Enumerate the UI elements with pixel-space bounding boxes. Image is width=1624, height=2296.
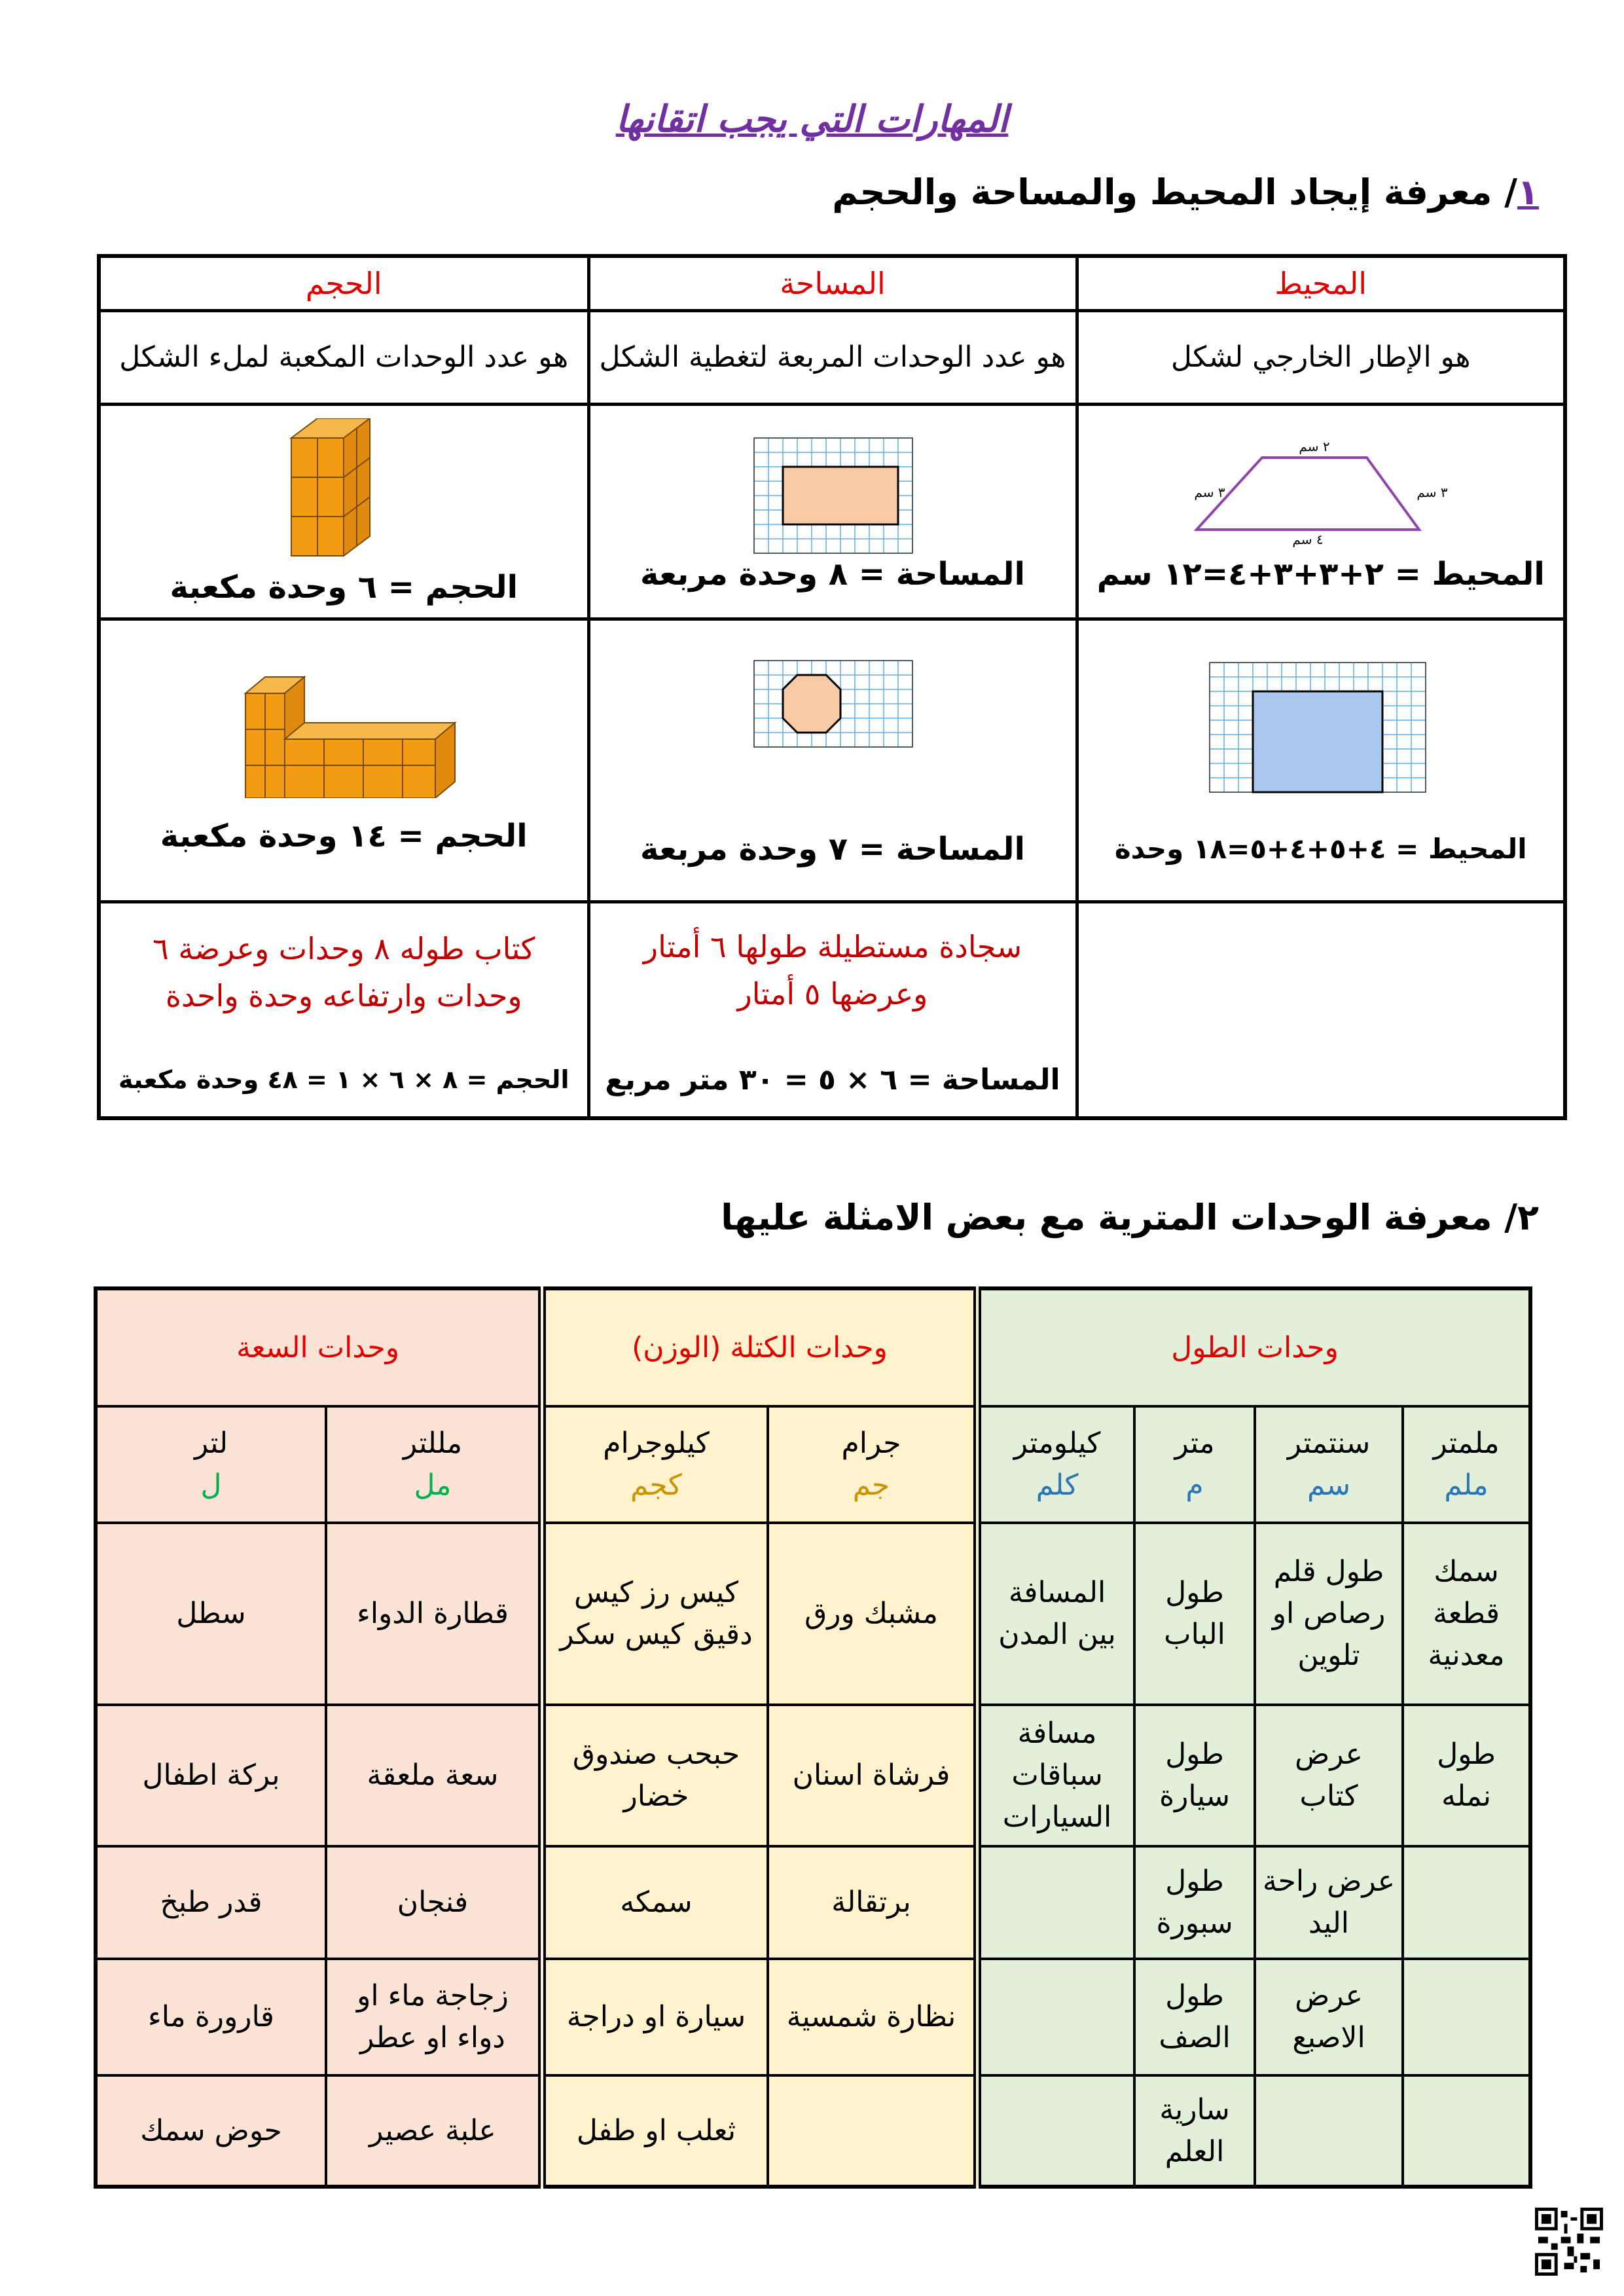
unit-name: كيلوجرام xyxy=(603,1427,710,1460)
unit-name: جرام xyxy=(841,1427,901,1460)
def-volume: هو عدد الوحدات المكعبة لملء الشكل xyxy=(99,311,588,405)
section-2-number: ٢ xyxy=(1517,1197,1539,1238)
area-word-answer: المساحة = ٦ × ٥ = ٣٠ متر مربع xyxy=(605,1063,1060,1097)
example-cell: عرض راحة اليد xyxy=(1255,1846,1403,1959)
volume-answer-2: الحجم = ١٤ وحدة مكعبة xyxy=(160,817,528,854)
perimeter-answer-2: المحيط = ٤+٥+٤+٥=١٨ وحدة xyxy=(1114,833,1527,865)
def-area: هو عدد الوحدات المربعة لتغطية الشكل xyxy=(588,311,1077,405)
example-cell: فرشاة اسنان xyxy=(768,1705,977,1846)
example-cell: برتقالة xyxy=(768,1846,977,1959)
cell-volume-tower xyxy=(99,405,588,619)
example-cell: كيس رز كيس دقيق كيس سكر xyxy=(542,1523,768,1705)
table-row xyxy=(96,1705,1530,1846)
trap-label-top: ٢ سم xyxy=(1299,438,1330,454)
group-mass: وحدات الكتلة (الوزن) xyxy=(542,1288,977,1406)
example-cell: المسافة بين المدن xyxy=(977,1523,1134,1705)
cell-volume-l-shape xyxy=(99,619,588,902)
volume-word-answer: الحجم = ٨ × ٦ × ١ = ٤٨ وحدة مكعبة xyxy=(118,1065,569,1095)
example-cell: سمكه xyxy=(542,1846,768,1959)
example-cell: ثعلب او طفل xyxy=(542,2075,768,2187)
cube-l-shape-figure xyxy=(219,667,468,798)
cube-tower-figure xyxy=(278,418,409,569)
example-cell: فنجان xyxy=(326,1846,542,1959)
header-perimeter: المحيط xyxy=(1077,256,1565,311)
example-cell: نظارة شمسية xyxy=(768,1959,977,2075)
example-cell: عرض كتاب xyxy=(1255,1705,1403,1846)
example-cell: حوض سمك xyxy=(96,2075,326,2187)
section-1-slash: / xyxy=(1492,172,1518,213)
unit-name: ملمتر xyxy=(1433,1427,1500,1460)
example-cell: طول سيارة xyxy=(1134,1705,1255,1846)
grid-perimeter-figure xyxy=(1203,656,1439,793)
unit-name: مللتر xyxy=(403,1427,463,1460)
trapezoid-figure xyxy=(1170,431,1471,556)
table-row xyxy=(96,1846,1530,1959)
example-cell xyxy=(977,1846,1134,1959)
cell-area-word-problem xyxy=(588,902,1077,1118)
example-cell: قارورة ماء xyxy=(96,1959,326,2075)
unit-meter xyxy=(1134,1406,1255,1523)
example-cell: حبحب صندوق خضار xyxy=(542,1705,768,1846)
example-cell: سطل xyxy=(96,1523,326,1705)
example-cell xyxy=(1403,1959,1530,2075)
cell-area-rectangle xyxy=(588,405,1077,619)
section-2-slash: / xyxy=(1492,1197,1518,1238)
unit-abbr: مل xyxy=(414,1468,452,1502)
cell-perimeter-empty xyxy=(1077,902,1565,1118)
unit-name: سنتمتر xyxy=(1287,1427,1371,1460)
unit-abbr: كلم xyxy=(1036,1468,1079,1502)
example-cell: علبة عصير xyxy=(326,2075,542,2187)
header-area: المساحة xyxy=(588,256,1077,311)
cell-volume-word-problem xyxy=(99,902,588,1118)
example-cell xyxy=(977,2075,1134,2187)
example-cell: سارية العلم xyxy=(1134,2075,1255,2187)
section-1-heading xyxy=(832,172,1539,213)
example-cell: زجاجة ماء او دواء او عطر xyxy=(326,1959,542,2075)
unit-abbr: كجم xyxy=(630,1468,682,1502)
section-2-heading xyxy=(721,1197,1539,1238)
table-row xyxy=(96,1523,1530,1705)
header-volume: الحجم xyxy=(99,256,588,311)
unit-name: لتر xyxy=(194,1427,228,1460)
trap-label-bottom: ٤ سم xyxy=(1292,531,1324,547)
unit-name: متر xyxy=(1174,1427,1215,1460)
group-capacity: وحدات السعة xyxy=(96,1288,542,1406)
unit-millimeter xyxy=(1403,1406,1530,1523)
section-2-text: معرفة الوحدات المترية مع بعض الامثلة عليها xyxy=(721,1197,1492,1238)
unit-abbr: م xyxy=(1185,1468,1204,1502)
example-cell xyxy=(768,2075,977,2187)
cell-area-octagon xyxy=(588,619,1077,902)
qr-code-icon xyxy=(1535,2208,1603,2276)
volume-word-problem: كتاب طوله ٨ وحدات وعرضة ٦ وحدات وارتفاعه وحدة واحدة xyxy=(153,931,535,1014)
example-cell: بركة اطفال xyxy=(96,1705,326,1846)
perimeter-answer-1: المحيط = ٢+٣+٣+٤=١٢ سم xyxy=(1096,555,1545,592)
section-1-number: ١ xyxy=(1517,172,1539,213)
perimeter-area-volume-table xyxy=(97,254,1567,1120)
example-cell xyxy=(1403,2075,1530,2187)
volume-answer-1: الحجم = ٦ وحدة مكعبة xyxy=(170,568,518,606)
example-cell: طول الباب xyxy=(1134,1523,1255,1705)
unit-abbr: سم xyxy=(1307,1468,1351,1502)
unit-gram xyxy=(768,1406,977,1523)
example-cell xyxy=(1255,2075,1403,2187)
area-answer-1: المساحة = ٨ وحدة مربعة xyxy=(640,555,1025,592)
unit-milliliter xyxy=(326,1406,542,1523)
grid-rectangle-figure xyxy=(748,431,918,556)
example-cell: قطارة الدواء xyxy=(326,1523,542,1705)
example-cell: مسافة سباقات السيارات xyxy=(977,1705,1134,1846)
section-1-text: معرفة إيجاد المحيط والمساحة والحجم xyxy=(832,172,1492,213)
table-row xyxy=(96,2075,1530,2187)
example-cell: سيارة او دراجة xyxy=(542,1959,768,2075)
metric-units-table xyxy=(94,1286,1532,2189)
def-perimeter: هو الإطار الخارجي لشكل xyxy=(1077,311,1565,405)
trap-label-right: ٣ سم xyxy=(1416,484,1448,500)
grid-octagon-figure xyxy=(748,654,918,752)
unit-abbr: ل xyxy=(200,1468,222,1502)
example-cell: طول سبورة xyxy=(1134,1846,1255,1959)
example-cell: عرض الاصبع xyxy=(1255,1959,1403,2075)
unit-abbr: ملم xyxy=(1444,1468,1489,1502)
example-cell: قدر طبخ xyxy=(96,1846,326,1959)
unit-abbr: جم xyxy=(852,1468,890,1502)
example-cell xyxy=(1403,1846,1530,1959)
unit-kilometer xyxy=(977,1406,1134,1523)
example-cell: سمك قطعة معدنية xyxy=(1403,1523,1530,1705)
area-answer-2: المساحة = ٧ وحدة مربعة xyxy=(640,830,1025,867)
table-row xyxy=(96,1959,1530,2075)
unit-name: كيلومتر xyxy=(1013,1427,1101,1460)
unit-liter xyxy=(96,1406,326,1523)
trap-label-left: ٣ سم xyxy=(1194,484,1225,500)
group-length: وحدات الطول xyxy=(977,1288,1530,1406)
unit-kilogram xyxy=(542,1406,768,1523)
area-word-problem: سجادة مستطيلة طولها ٦ أمتار وعرضها ٥ أمتار xyxy=(643,928,1022,1011)
unit-centimeter xyxy=(1255,1406,1403,1523)
page-title: المهارات التي يجب اتقانها xyxy=(615,98,1009,141)
example-cell xyxy=(977,1959,1134,2075)
example-cell: سعة ملعقة xyxy=(326,1705,542,1846)
example-cell: طول نمله xyxy=(1403,1705,1530,1846)
example-cell: طول قلم رصاص او تلوين xyxy=(1255,1523,1403,1705)
example-cell: طول الصف xyxy=(1134,1959,1255,2075)
example-cell: مشبك ورق xyxy=(768,1523,977,1705)
cell-perimeter-trapezoid xyxy=(1077,405,1565,619)
cell-perimeter-grid xyxy=(1077,619,1565,902)
